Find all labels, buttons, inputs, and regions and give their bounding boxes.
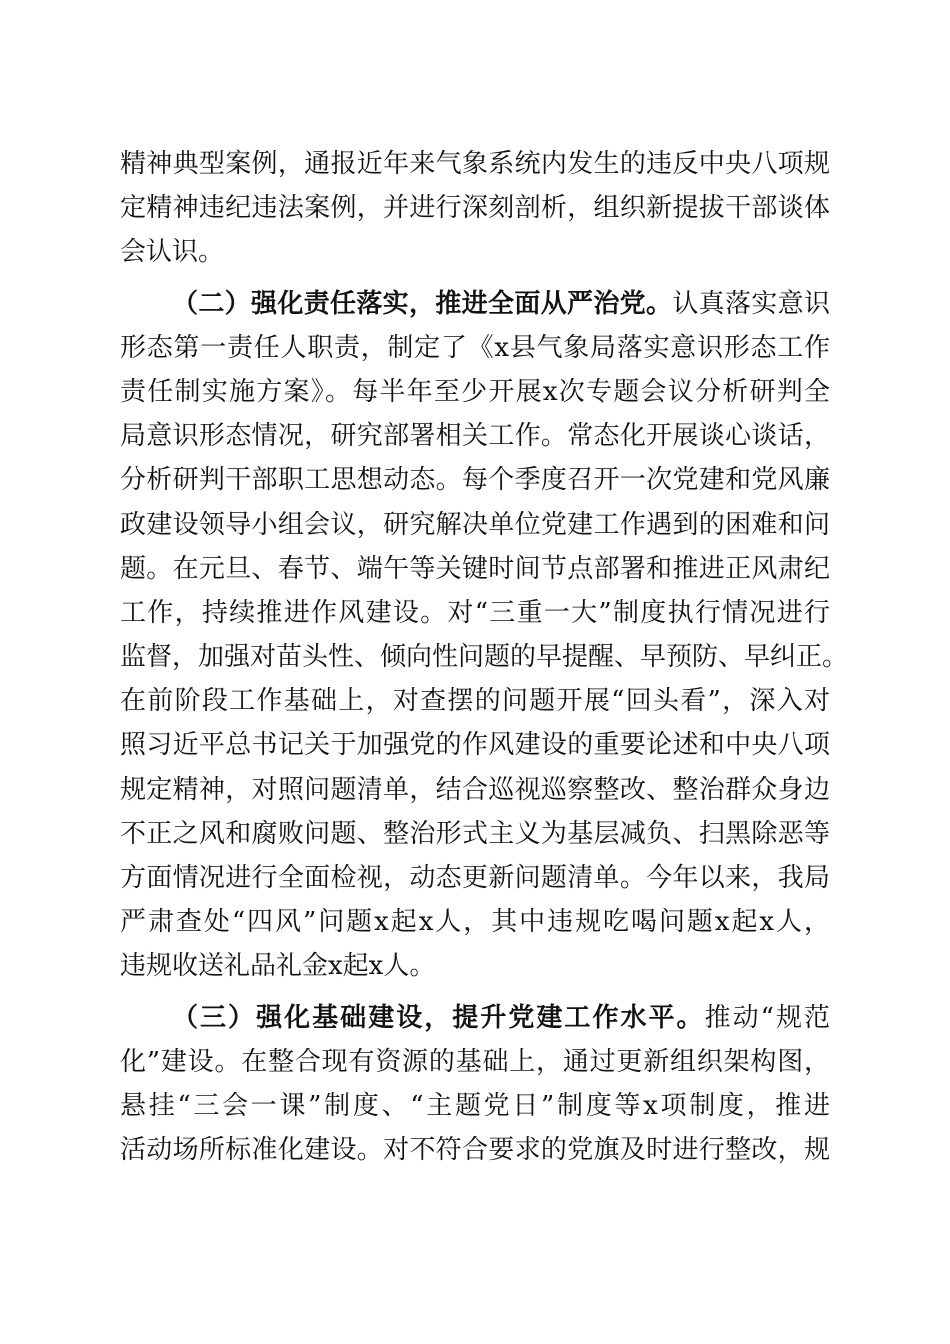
text-line: 题。在元旦、春节、端午等关键时间节点部署和推进正风肃纪 xyxy=(120,553,830,584)
text-line: 会认识。 xyxy=(120,237,225,268)
text-line: 化”建设。在整合现有资源的基础上，通过更新组织架构图， xyxy=(120,1046,830,1077)
text-line: 在前阶段工作基础上，对查摆的问题开展“回头看”，深入对 xyxy=(120,686,830,717)
text-line: 规定精神，对照问题清单，结合巡视巡察整改、整治群众身边 xyxy=(120,774,830,805)
text-line: 违规收送礼品礼金x起x人。 xyxy=(120,951,436,982)
paragraph-1 xyxy=(120,142,830,275)
section-heading: （三）强化基础建设，提升党建工作水平。 xyxy=(172,1002,705,1033)
document-body xyxy=(120,142,849,1172)
text-line: 责任制实施方案》。每半年至少开展x次专题会议分析研判全 xyxy=(120,376,830,407)
text-line xyxy=(120,996,830,1040)
text-line: 形态第一责任人职责，制定了《x县气象局落实意识形态工作 xyxy=(120,332,830,363)
paragraph-3 xyxy=(120,996,830,1173)
text-line: 方面情况进行全面检视，动态更新问题清单。今年以来，我局 xyxy=(120,863,830,893)
text-line: 严肃查处“四风”问题x起x人，其中违规吃喝问题x起x人， xyxy=(120,907,830,938)
text-line: 政建设领导小组会议，研究解决单位党建工作遇到的困难和问 xyxy=(120,509,830,540)
text-line: 精神典型案例，通报近年来气象系统内发生的违反中央八项规 xyxy=(120,149,830,179)
paragraph-2 xyxy=(120,282,849,989)
text-line: 分析研判干部职工思想动态。每个季度召开一次党建和党风廉 xyxy=(120,465,830,496)
text-line: 不正之风和腐败问题、整治形式主义为基层减负、扫黑除恶等 xyxy=(120,818,830,849)
section-heading: （二）强化责任落实，推进全面从严治党。 xyxy=(172,288,673,319)
text-line: 活动场所标准化建设。对不符合要求的党旗及时进行整改，规 xyxy=(120,1135,830,1166)
text-line: 悬挂“三会一课”制度、“主题党日”制度等x项制度，推进 xyxy=(120,1090,830,1121)
text-line: 监督，加强对苗头性、倾向性问题的早提醒、早预防、早纠正。 xyxy=(120,642,849,673)
heading-line-rest: 认真落实意识 xyxy=(672,288,830,319)
text-line xyxy=(120,282,830,326)
heading-line-rest: 推动“规范 xyxy=(704,1002,830,1033)
text-line: 照习近平总书记关于加强党的作风建设的重要论述和中央八项 xyxy=(120,730,830,761)
text-line: 工作，持续推进作风建设。对“三重一大”制度执行情况进行 xyxy=(120,597,830,628)
text-line: 定精神违纪违法案例，并进行深刻剖析，组织新提拔干部谈体 xyxy=(120,193,830,224)
text-line: 局意识形态情况，研究部署相关工作。常态化开展谈心谈话， xyxy=(120,421,830,452)
